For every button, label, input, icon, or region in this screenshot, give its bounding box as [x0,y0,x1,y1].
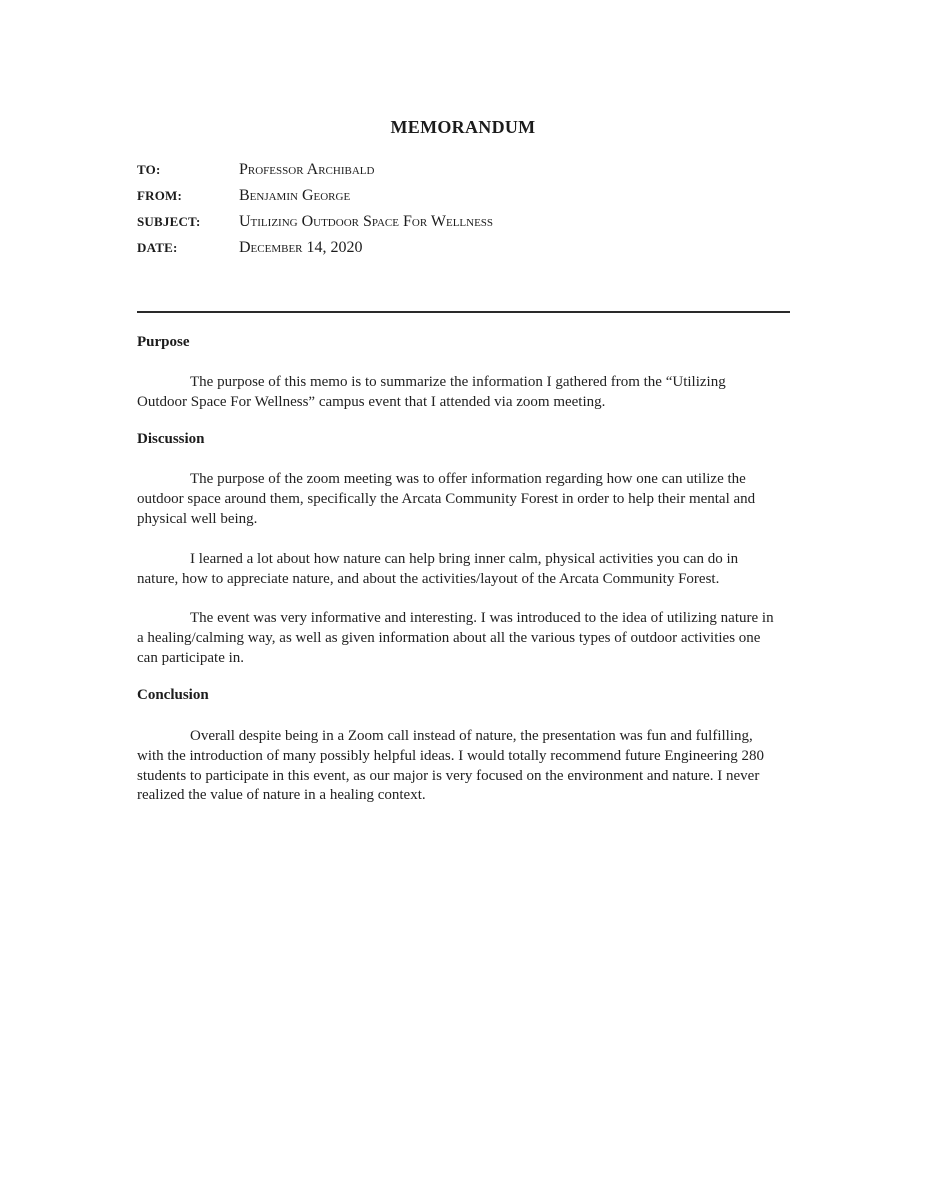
from-label: FROM: [137,188,183,203]
subject-value: Utilizing Outdoor Space For Wellness [239,213,494,230]
header-divider [137,311,790,313]
memo-header [137,157,493,261]
header-row-subject [137,209,493,235]
header-row-to [137,157,493,183]
discussion-paragraph-3: The event was very informative and interesting. I was introduced to the idea of utilizing nature in a healing/calming way, as well as given information about all the various types of outdoor activities one can participate in. [137,610,774,666]
from-value: Benjamin George [239,187,351,204]
header-row-date [137,235,493,261]
subject-label: SUBJECT: [137,214,201,229]
conclusion-heading: Conclusion [137,687,209,703]
purpose-heading: Purpose [137,334,190,350]
discussion-paragraph-1: The purpose of the zoom meeting was to offer information regarding how one can utilize the outdoor space around them, specifically the Arcata Community Forest in order to help their mental and physical well being. [137,471,756,527]
conclusion-paragraph: Overall despite being in a Zoom call instead of nature, the presentation was fun and fulfilling, with the introduction of many possibly helpful ideas. I would totally recommend future Engineering 280 students to participate in this event, as our major is very focused on the environment and nature. I never realized the value of nature in a healing context. [137,728,764,804]
discussion-heading: Discussion [137,431,205,447]
to-value: Professor Archibald [239,161,375,178]
header-row-from [137,183,493,209]
date-value: December 14, 2020 [239,239,363,256]
date-label: DATE: [137,240,178,255]
discussion-paragraph-2: I learned a lot about how nature can help bring inner calm, physical activities you can do in nature, how to appreciate nature, and about the activities/layout of the Arcata Community Forest. [137,551,739,587]
memo-title: MEMORANDUM [390,117,536,137]
purpose-paragraph: The purpose of this memo is to summarize the information I gathered from the “Utilizing Outdoor Space For Wellness” campus event that I attended via zoom meeting. [137,374,726,410]
to-label: TO: [137,162,161,177]
